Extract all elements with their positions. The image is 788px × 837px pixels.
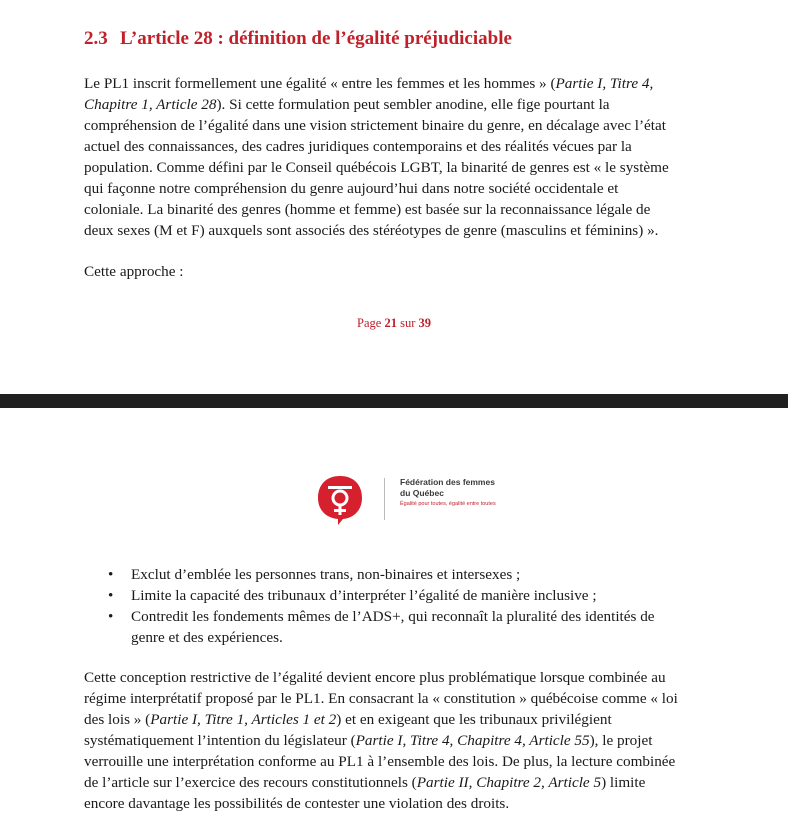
text-run: coloniale. La binarité des genres (homme et femme) est basée sur la reconnaissance légale de bbox=[84, 201, 651, 218]
text-run: population. Comme défini par le Conseil québécois LGBT, la binarité de genres est « le système bbox=[84, 159, 669, 176]
bullet-dot-icon: • bbox=[108, 566, 114, 583]
text-run: des lois » ( bbox=[84, 711, 151, 728]
text-line bbox=[84, 178, 724, 199]
text-line bbox=[84, 136, 724, 157]
text-line bbox=[84, 199, 724, 220]
text-run: verrouille une interprétation conforme au PL1 à l’ensemble des lois. De plus, la lecture combinée bbox=[84, 753, 676, 770]
text-line bbox=[84, 73, 724, 94]
current-page-number: 21 bbox=[384, 316, 397, 330]
text-run: régime interprétatif proposé par le PL1. En consacrant la « constitution » québécoise comme « loi bbox=[84, 690, 678, 707]
text-run: Cette conception restrictive de l’égalité devient encore plus problématique lorsque combinée au bbox=[84, 669, 666, 686]
bullet-list bbox=[84, 564, 724, 648]
ffq-emblem-icon bbox=[316, 474, 364, 526]
paragraph-text: Cette approche : bbox=[84, 263, 184, 280]
logo-line-2: du Québec bbox=[400, 488, 444, 498]
section-title: L’article 28 : définition de l’égalité préjudiciable bbox=[120, 28, 512, 49]
text-run: ) et en exigeant que les tribunaux privilégient bbox=[336, 711, 612, 728]
bullet-text: genre et des expériences. bbox=[131, 629, 283, 646]
section-number: 2.3 bbox=[84, 28, 108, 49]
page-footer bbox=[0, 316, 788, 331]
text-run: qui façonne notre compréhension du genre aujourd’hui dans notre société occidentale et bbox=[84, 180, 619, 197]
text-run: actuel des connaissances, des cadres juridiques contemporains et des réalités vécues par la bbox=[84, 138, 632, 155]
bullet-text: Contredit les fondements mêmes de l’ADS+, qui reconnaît la pluralité des identités de bbox=[131, 608, 655, 625]
text-line bbox=[84, 772, 724, 793]
bullet-text: Limite la capacité des tribunaux d’interpréter l’égalité de manière inclusive ; bbox=[131, 587, 597, 604]
citation-text: Partie II, Chapitre 2, Article 5 bbox=[416, 774, 602, 791]
text-run: Le PL1 inscrit formellement une égalité « entre les femmes et les hommes » ( bbox=[84, 75, 556, 92]
text-run: encore davantage les possibilités de contester une violation des droits. bbox=[84, 795, 510, 812]
text-line bbox=[84, 94, 724, 115]
text-line bbox=[84, 220, 724, 241]
text-line bbox=[84, 157, 724, 178]
logo-wordmark bbox=[400, 477, 496, 509]
text-line bbox=[84, 751, 724, 772]
document-page-21 bbox=[0, 0, 788, 394]
bullet-item bbox=[84, 606, 724, 648]
text-line bbox=[84, 667, 724, 688]
citation-text: Partie I, Titre 4, bbox=[555, 75, 654, 92]
bullet-item bbox=[84, 564, 724, 585]
logo-tagline: Égalité pour toutes, égalité entre toutes bbox=[400, 501, 496, 507]
bullet-item bbox=[84, 585, 724, 606]
footer-middle: sur bbox=[396, 316, 419, 330]
text-line bbox=[84, 793, 724, 814]
text-run: systématiquement l’intention du législateur ( bbox=[84, 732, 356, 749]
page-separator bbox=[0, 394, 788, 408]
bullet-text: Exclut d’emblée les personnes trans, non-binaires et intersexes ; bbox=[131, 566, 521, 583]
text-line bbox=[84, 709, 724, 730]
bullet-dot-icon: • bbox=[108, 587, 114, 604]
text-run: ), le projet bbox=[589, 732, 653, 749]
text-run: ) limite bbox=[601, 774, 646, 791]
citation-text: Partie I, Titre 4, Chapitre 4, Article 55 bbox=[355, 732, 590, 749]
text-run: de l’article sur l’exercice des recours constitutionnels ( bbox=[84, 774, 417, 791]
text-line bbox=[84, 115, 724, 136]
citation-text: Chapitre 1, Article 28 bbox=[84, 96, 217, 113]
ffq-logo bbox=[316, 474, 516, 526]
logo-line-1: Fédération des femmes bbox=[400, 477, 495, 487]
section-heading bbox=[84, 28, 512, 50]
paragraph-approach-intro bbox=[84, 261, 724, 282]
footer-prefix: Page bbox=[357, 316, 385, 330]
logo-divider bbox=[384, 478, 385, 520]
citation-text: Partie I, Titre 1, Articles 1 et 2 bbox=[150, 711, 337, 728]
paragraph-article-28 bbox=[84, 73, 724, 241]
total-pages: 39 bbox=[418, 316, 431, 330]
text-run: ). Si cette formulation peut sembler anodine, elle fige pourtant la bbox=[216, 96, 610, 113]
paragraph-interpretive-regime bbox=[84, 667, 724, 814]
bullet-dot-icon: • bbox=[108, 608, 114, 625]
text-line bbox=[84, 688, 724, 709]
text-line bbox=[84, 730, 724, 751]
document-page-22 bbox=[0, 408, 788, 837]
text-run: compréhension de l’égalité dans une vision strictement binaire du genre, en décalage avec l’état bbox=[84, 117, 666, 134]
text-run: deux sexes (M et F) auxquels sont associés des stéréotypes de genre (masculins et féminins) ». bbox=[84, 222, 659, 239]
